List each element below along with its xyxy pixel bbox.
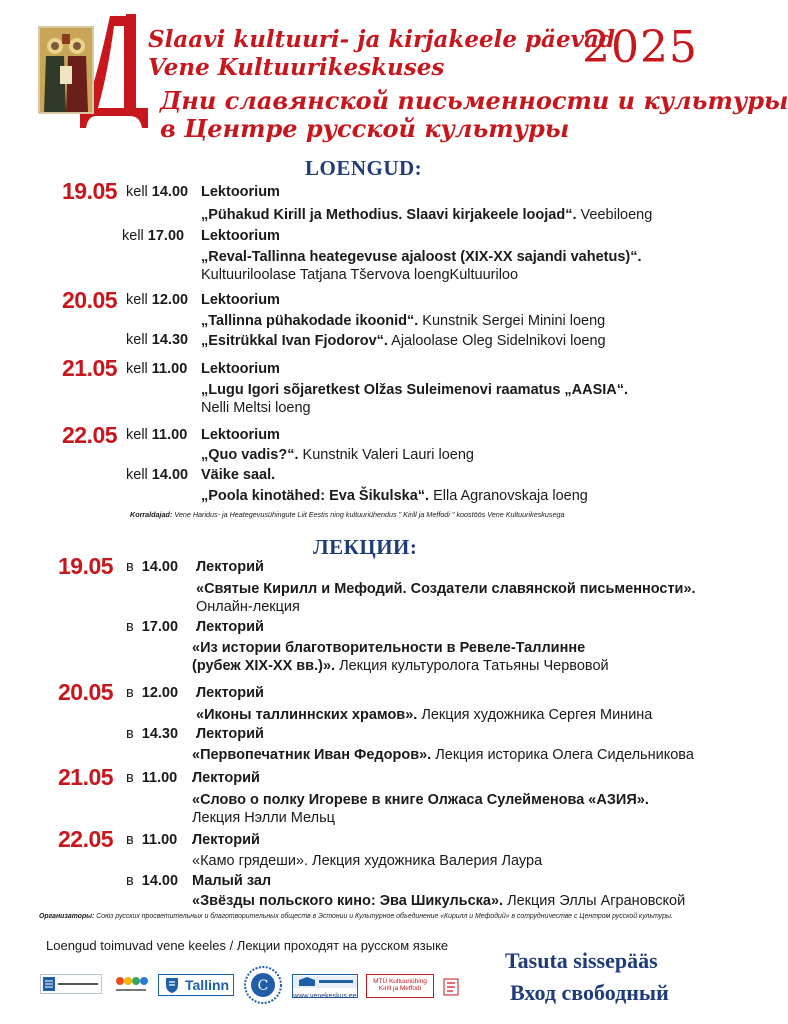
- svg-text:С: С: [257, 978, 269, 994]
- event-time: в 14.00: [126, 873, 179, 889]
- event-title-line: „Poola kinotähed: Eva Šikulska“. Ella Agranovskaja loeng: [201, 488, 588, 504]
- event-title-line: „Esitrükkal Ivan Fjodorov“. Ajaloolase Oleg Sidelnikovi loeng: [201, 333, 606, 349]
- event-hall: Lektoorium: [201, 292, 280, 308]
- event-title-line: „Pühakud Kirill ja Methodius. Slaavi kirjakeele loojad“. Veebiloeng: [201, 207, 653, 223]
- event-time: kell 14.30: [126, 332, 189, 348]
- event-title: „Lugu Igori sõjaretkest Olžas Suleimenovi raamatus „AASIA“.: [201, 382, 629, 398]
- event-time: kell 12.00: [126, 292, 189, 308]
- event-time: в 14.00: [126, 559, 179, 575]
- event-date: 22.05: [62, 422, 118, 448]
- mtu-kirill-meffodi-logo: [366, 974, 434, 998]
- free-entry-estonian: Tasuta sissepääs: [505, 948, 658, 973]
- event-date: 20.05: [62, 287, 118, 313]
- event-title-line: (рубеж XIX-XX вв.)». Лекция культуролога Татьяны Червовой: [192, 658, 609, 674]
- event-time: в 17.00: [126, 619, 179, 635]
- mtu-logo-line-2: Kirill ja Meffodi: [378, 985, 422, 992]
- culture-ministry-logo: [40, 974, 102, 994]
- cyrillic-medallion-logo: [244, 966, 282, 1004]
- event-description: Nelli Meltsi loeng: [201, 400, 311, 416]
- event-date: 21.05: [58, 764, 114, 790]
- event-title: «Из истории благотворительности в Ревеле-Таллинне: [192, 640, 586, 656]
- event-date: 22.05: [58, 826, 114, 852]
- event-time: в 12.00: [126, 685, 179, 701]
- event-time: в 14.30: [126, 726, 179, 742]
- venekeskus-logo: [292, 974, 358, 998]
- event-time: kell 11.00: [126, 361, 188, 377]
- small-red-stamp-logo: [443, 978, 459, 996]
- event-title: «Слово о полку Игореве в книге Олжаса Сулейменова «АЗИЯ».: [192, 792, 649, 808]
- event-hall: Малый зал: [192, 873, 272, 889]
- event-hall: Лекторий: [196, 726, 264, 742]
- event-title-line: „Tallinna pühakodade ikoonid“. Kunstnik Sergei Minini loeng: [201, 313, 606, 329]
- organizers-note-ru: Организаторы: Союз русских просветительных и благотворительных обществ в Эстонии и Культурное объединение «Кирилл и Мефодий» в сотрудничестве с Центром русской культуры.: [39, 913, 673, 920]
- event-hall: Lektoorium: [201, 427, 280, 443]
- event-hall: Väike saal.: [201, 467, 276, 483]
- event-hall: Лекторий: [196, 559, 264, 575]
- event-title-line: «Иконы таллиннских храмов». Лекция художника Сергея Минина: [196, 707, 653, 723]
- event-time: в 11.00: [126, 770, 178, 786]
- section-title-loengud: LOENGUD:: [305, 156, 423, 180]
- integration-foundation-logo: [112, 974, 150, 996]
- event-description: Kultuuriloolase Tatjana Tšervova loengKultuuriloo: [201, 267, 519, 283]
- event-title-line: «Камо грядеши». Лекция художника Валерия Лаура: [192, 853, 543, 869]
- event-time: kell 11.00: [126, 427, 188, 443]
- tallinn-logo: [158, 974, 234, 996]
- saints-icon-image: [38, 26, 94, 114]
- title-estonian-line-2: Vene Kultuurikeskuses: [148, 54, 445, 81]
- event-time: kell 14.00: [126, 467, 189, 483]
- event-hall: Лекторий: [196, 685, 264, 701]
- title-russian-line-1: Дни славянской письменности и культуры: [160, 86, 788, 115]
- event-hall: Lektoorium: [201, 361, 280, 377]
- tallinn-crest-icon: [163, 976, 181, 994]
- event-hall: Лекторий: [192, 832, 260, 848]
- event-hall: Lektoorium: [201, 184, 280, 200]
- language-note: Loengud toimuvad vene keeles / Лекции проходят на русском языке: [46, 938, 449, 953]
- event-time: kell 17.00: [122, 228, 185, 244]
- title-estonian-line-1: Slaavi kultuuri- ja kirjakeele päevad: [148, 26, 615, 53]
- event-hall: Лекторий: [196, 619, 264, 635]
- event-date: 21.05: [62, 355, 118, 381]
- event-title: „Reval-Tallinna heategevuse ajaloost (XIX-XX sajandi vahetus)“.: [201, 249, 642, 265]
- title-russian-line-2: в Центре русской культуры: [160, 114, 570, 143]
- venekeskus-url: www.venekeskus.ee: [293, 993, 357, 1000]
- tallinn-logo-text: Tallinn: [185, 977, 230, 993]
- event-time: в 11.00: [126, 832, 178, 848]
- event-title-line: «Первопечатник Иван Федоров». Лекция историка Олега Сидельникова: [192, 747, 694, 763]
- organizers-note-et: Korraldajad: Vene Haridus- ja Heategevusühingute Liit Eestis ning kultuuriühendus " Kirill ja Meffodi " koostöös Vene Kultuurikeskusega: [130, 510, 565, 519]
- event-time: kell 14.00: [126, 184, 189, 200]
- event-hall: Lektoorium: [201, 228, 280, 244]
- event-title-line: «Звёзды польского кино: Эва Шикульска». Лекция Эллы Аграновской: [192, 893, 686, 909]
- year: 2025: [582, 22, 698, 73]
- event-date: 19.05: [62, 178, 118, 204]
- event-date: 20.05: [58, 679, 114, 705]
- free-entry-russian: Вход свободный: [510, 980, 669, 1005]
- section-title-lektsii: ЛЕКЦИИ:: [313, 535, 418, 559]
- event-title-line: „Quo vadis?“. Kunstnik Valeri Lauri loeng: [201, 447, 474, 463]
- event-date: 19.05: [58, 553, 114, 579]
- event-description: Лекция Нэлли Мельц: [192, 810, 335, 826]
- mtu-logo-line-1: MTÜ Kultuuriühing: [373, 978, 427, 985]
- event-title: «Святые Кирилл и Мефодий. Создатели славянской письменности».: [196, 581, 696, 597]
- event-hall: Лекторий: [192, 770, 260, 786]
- event-description: Онлайн-лекция: [196, 599, 300, 615]
